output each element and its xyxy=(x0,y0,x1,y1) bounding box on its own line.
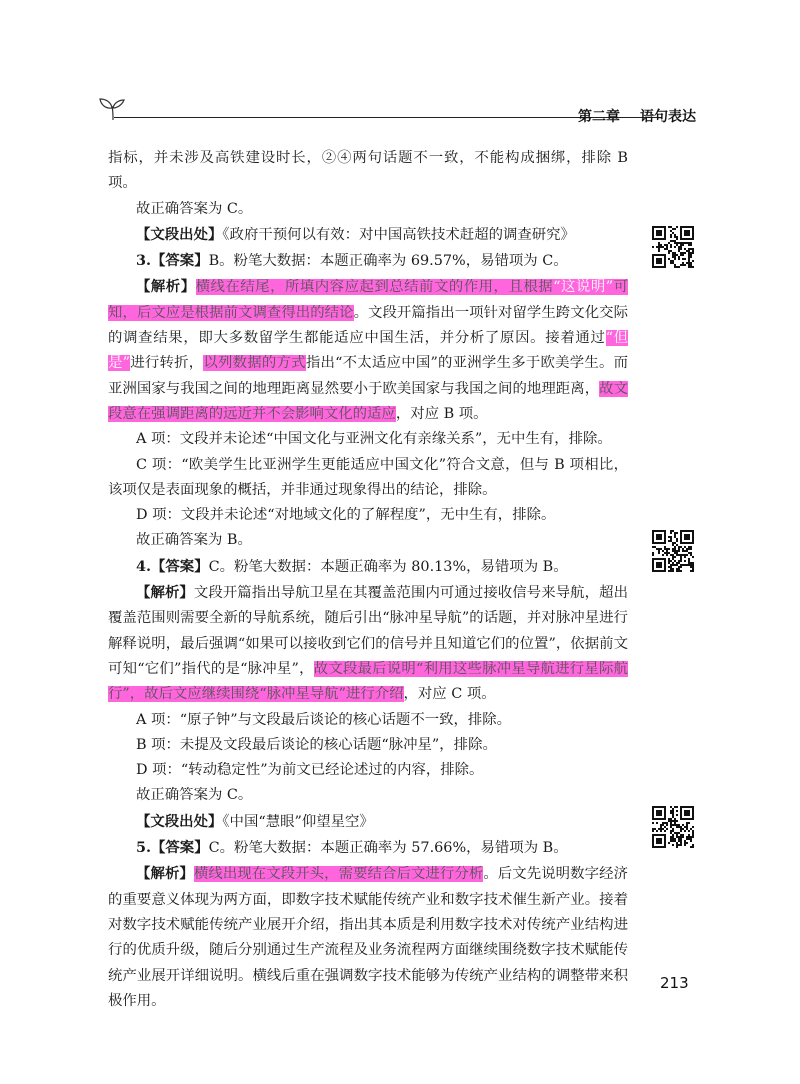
question-3-answer: 3.【答案】B。粉笔大数据：本题正确率为 69.57%，易错项为 C。 xyxy=(136,252,568,270)
paragraph: D 项：文段并未论述“对地域文化的了解程度”，无中生有，排除。 xyxy=(136,507,556,524)
qr-code-icon[interactable] xyxy=(652,806,694,848)
question-5-analysis: 【解析】横线出现在文段开头，需要结合后文进行分析。后文先说明数字经济的重要意义体现为两方面，即数字技术赋能传统产业和数字技术催生新产业。接着对数字技术赋能传统产业展开介绍，指出其本质是利用数字技术对传统产业结构进行的优质升级，随后分别通过生产流程及业务流程两方面继续围绕数字技术赋能传统产业展开详细说明。横线后重在强调数字技术能够为传统产业结构的调整带来积极作用。 xyxy=(108,865,628,1009)
paragraph: 故正确答案为 B。 xyxy=(136,532,252,549)
question-3-analysis: 【解析】横线在结尾，所填内容应起到总结前文的作用，且根据“这说明”可知，后文应是根据前文调查得出的结论。文段开篇指出一项针对留学生跨文化交际的调查结果，即大多数留学生都能适应中国生活，并分析了原因。接着通过“但是”进行转折，以列数据的方式指出“不太适应中国”的亚洲学生多于欧美学生。而亚洲国家与我国之间的地理距离显然要小于欧美国家与我国之间的地理距离，故文段意在强调距离的远近并不会影响文化的适应，对应 B 项。 xyxy=(108,278,628,422)
question-4-answer: 4.【答案】C。粉笔大数据：本题正确率为 80.13%，易错项为 B。 xyxy=(136,557,568,575)
question-4-analysis: 【解析】文段开篇指出导航卫星在其覆盖范围内可通过接收信号来导航，超出覆盖范围则需要全新的导航系统，随后引出“脉冲星导航”的话题，并对脉冲星进行解释说明，最后强调“如果可以接收到它们的信号并且知道它们的位置”，依据前文可知“它们”指代的是“脉冲星”，故文段最后说明“利用这些脉冲星导航进行星际航行”，故后文应继续围绕“脉冲星导航”进行介绍，对应 C 项。 xyxy=(108,584,628,703)
paragraph: B 项：未提及文段最后谈论的核心话题“脉冲星”，排除。 xyxy=(136,736,497,753)
paragraph: 【文段出处】《中国“慧眼”仰望星空》 xyxy=(136,812,374,830)
paragraph: 故正确答案为 C。 xyxy=(136,200,253,217)
paragraph: C 项：“欧美学生比亚洲学生更能适应中国文化”符合文意，但与 B 项相比，该项仅是表面现象的概括，并非通过现象得出的结论，排除。 xyxy=(108,456,628,498)
chapter-title: 第二章 语句表达 xyxy=(578,109,696,125)
paragraph: 【文段出处】《政府干预何以有效：对中国高铁技术赶超的调查研究》 xyxy=(136,225,575,243)
page-content xyxy=(108,146,628,1014)
qr-code-icon[interactable] xyxy=(652,530,694,572)
paragraph: 指标，并未涉及高铁建设时长，②④两句话题不一致，不能构成捆绑，排除 B 项。 xyxy=(108,150,628,192)
paragraph: D 项：“转动稳定性”为前文已经论述过的内容，排除。 xyxy=(136,762,484,779)
question-5-answer: 5.【答案】C。粉笔大数据：本题正确率为 57.66%，易错项为 B。 xyxy=(136,839,568,857)
paragraph: 故正确答案为 C。 xyxy=(136,787,253,804)
paragraph: A 项：文段并未论述“中国文化与亚洲文化有亲缘关系”，无中生有，排除。 xyxy=(136,431,612,448)
page-header xyxy=(98,96,696,126)
section-title: 语句表达 xyxy=(640,109,696,125)
leaf-sprout-icon xyxy=(98,96,128,122)
page-number: 213 xyxy=(660,974,689,992)
qr-code-icon[interactable] xyxy=(652,226,694,268)
paragraph: A 项：“原子钟”与文段最后谈论的核心话题不一致，排除。 xyxy=(136,711,512,728)
